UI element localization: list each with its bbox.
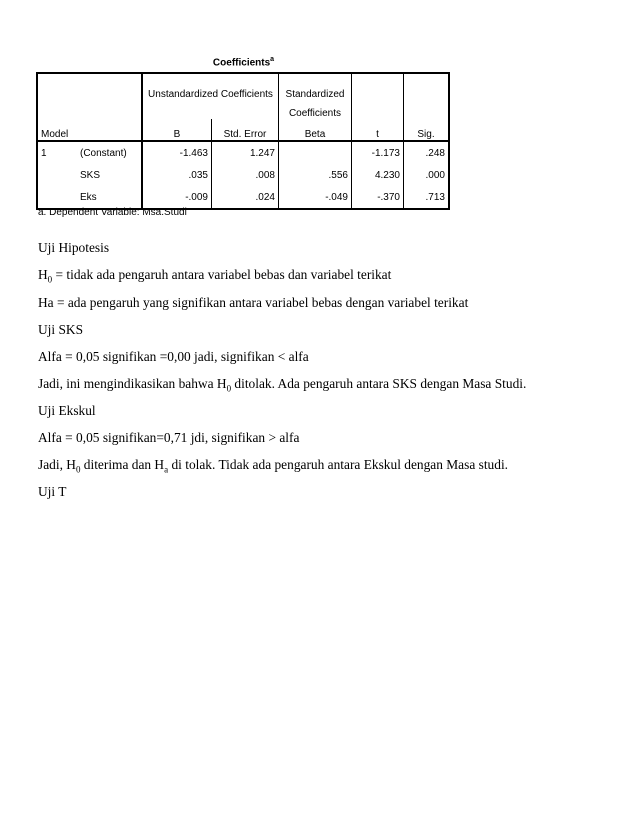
beta-cell: [279, 141, 352, 164]
sig-cell: .000: [404, 164, 450, 186]
table-header-row: [37, 100, 449, 119]
t-header: t: [352, 119, 404, 141]
beta-cell: .556: [279, 164, 352, 186]
table-footnote: a. Dependent Variable: Msa.Studi: [38, 207, 187, 218]
b-cell: -1.463: [142, 141, 212, 164]
sig-cell: .248: [404, 141, 450, 164]
predictor-cell: Eks: [80, 191, 97, 203]
model-header: Model: [37, 119, 77, 141]
t-cell: -1.173: [371, 147, 400, 159]
std-error-cell: .008: [212, 164, 279, 186]
beta-cell: -.049: [279, 186, 352, 209]
std-error-header: Std. Error: [212, 119, 279, 141]
model-cell: [37, 186, 77, 209]
table-header-row: [37, 119, 449, 141]
standardized-header-2: Coefficients: [279, 100, 352, 119]
alfa-ekskul-line: Alfa = 0,05 signifikan=0,71 jdi, signifikan > alfa: [38, 430, 300, 445]
std-error-cell: 1.247: [212, 141, 279, 164]
table-row: [37, 164, 449, 186]
table-header-row: [37, 73, 449, 100]
b-cell: -.009: [142, 186, 212, 209]
ha-statement: Ha = ada pengaruh yang signifikan antara variabel bebas dengan variabel terikat: [38, 295, 469, 310]
std-error-cell: .024: [212, 186, 279, 209]
table-row: [37, 141, 449, 164]
sig-header: Sig.: [404, 119, 450, 141]
b-header: B: [142, 119, 212, 141]
model-cell: [37, 164, 77, 186]
h0-statement: $H_0$ = tidak ada pengaruh antara variabel bebas dan variabel terikat: [38, 267, 392, 285]
conclusion-ekskul: Jadi, $H_0$ diterima dan $H_a$ di tolak. Tidak ada pengaruh antara Ekskul dengan Masa studi.: [38, 457, 509, 475]
model-cell: 1: [41, 147, 47, 159]
standardized-header-1: Standardized: [279, 73, 352, 100]
table-title: Coefficients$^a$: [212, 56, 275, 69]
b-cell: .035: [142, 164, 212, 186]
t-cell: 4.230: [374, 169, 400, 181]
heading-uji-hipotesis: Uji Hipotesis: [38, 240, 110, 255]
alfa-sks-line: Alfa = 0,05 signifikan =0,00 jadi, signifikan < alfa: [38, 349, 309, 364]
coefficients-table: [36, 72, 450, 210]
unstandardized-header: Unstandardized Coefficients: [142, 73, 279, 100]
conclusion-sks: Jadi, ini mengindikasikan bahwa $H_0$ ditolak. Ada pengaruh antara SKS dengan Masa Studi.: [38, 376, 527, 394]
heading-uji-t: Uji T: [38, 484, 67, 499]
beta-header: Beta: [279, 119, 352, 141]
predictor-cell: SKS: [80, 169, 101, 181]
t-cell: -.370: [377, 191, 400, 203]
sig-cell: .713: [404, 186, 450, 209]
predictor-cell: (Constant): [80, 147, 127, 159]
heading-uji-sks: Uji SKS: [38, 322, 84, 337]
table-row: [37, 186, 449, 209]
heading-uji-ekskul: Uji Ekskul: [38, 403, 96, 418]
